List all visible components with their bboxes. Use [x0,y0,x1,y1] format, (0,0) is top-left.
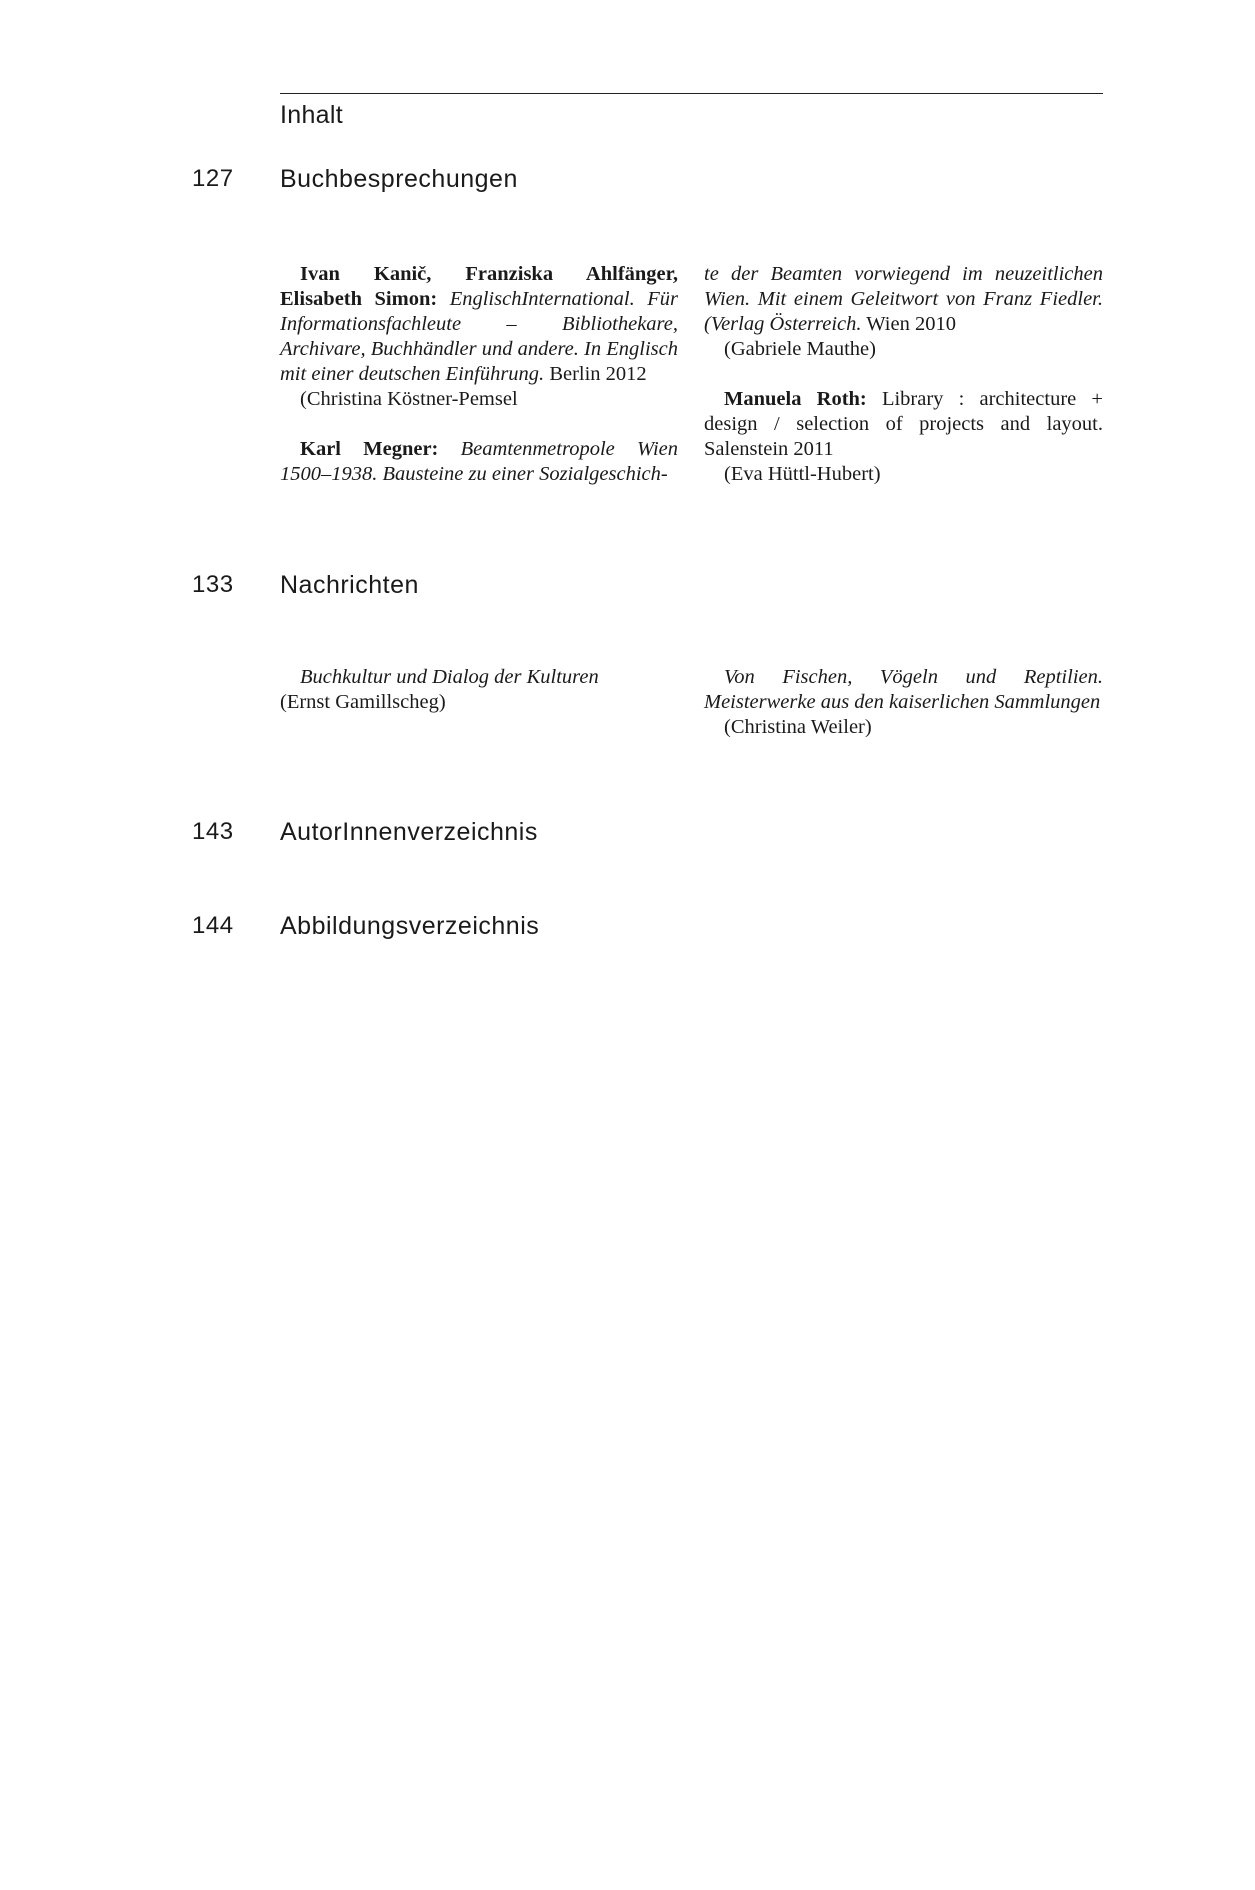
news-right-column [704,665,1103,740]
news-author: (Ernst Gamillscheg) [280,691,446,713]
toc-page-number: 127 [192,165,234,192]
toc-page-number: 133 [192,571,234,598]
toc-entry-figures[interactable] [0,909,1103,943]
toc-entry-authors[interactable] [0,815,1103,849]
reviewer-name: (Gabriele Mauthe) [724,338,876,360]
news-title: Buchkultur und Dialog der Kulturen [300,666,599,688]
toc-entry-news[interactable] [0,568,1103,602]
review-imprint: Salenstein 2011 [704,438,834,460]
toc-section-title: Abbildungsverzeichnis [280,912,540,940]
news-author: (Christina Weiler) [724,716,872,738]
reviews-left-column [280,262,678,487]
reviews-right-column [704,262,1103,487]
review-imprint: Wien 2010 [866,313,956,335]
review-entry-megner [280,437,678,487]
review-authors: Karl Megner: [300,438,439,460]
review-authors: Ivan Kanič, Franziska Ahlfänger, Elisabeth Simon: [280,263,678,310]
review-entry-roth [704,387,1103,462]
review-book-title: Library : architecture + design / selection of projects and layout. [704,388,1103,435]
news-title: Von Fischen, Vögeln und Reptilien. Meisterwerke aus den kaiserlichen Sammlungen [704,666,1103,713]
toc-entry-reviews[interactable] [0,162,1103,196]
reviewer-name: (Eva Hüttl-Hubert) [724,463,881,485]
toc-section-title: AutorInnenverzeichnis [280,818,538,846]
review-imprint: Berlin 2012 [549,363,647,385]
review-book-title: EnglischInternational. Für Informationsfachleute – Bibliothekare, Archivare, Buchhändler und andere. In Englisch mit einer deutschen Einführung. [280,288,679,385]
news-entry-fischen [704,665,1103,715]
toc-page-number: 143 [192,818,234,845]
header-rule [280,93,1103,94]
news-entry-buchkultur [280,665,678,690]
toc-section-title: Buchbesprechungen [280,165,518,193]
review-entry-kanic [280,262,678,387]
reviewer-name: (Christina Köstner-Pemsel [300,388,518,410]
review-entry-megner-continued [704,262,1103,337]
review-authors: Manuela Roth: [724,388,867,410]
review-book-title: Beamtenmetropole Wien 1500–1938. Bausteine zu einer Sozialgeschich- [280,438,678,485]
toc-section-title: Nachrichten [280,571,419,599]
running-head: Inhalt [280,101,343,129]
review-book-title: te der Beamten vorwiegend im neuzeitlichen Wien. Mit einem Geleitwort von Franz Fiedler. (Verlag Österreich. [704,263,1103,335]
toc-page-number: 144 [192,912,234,939]
news-left-column [280,665,678,715]
